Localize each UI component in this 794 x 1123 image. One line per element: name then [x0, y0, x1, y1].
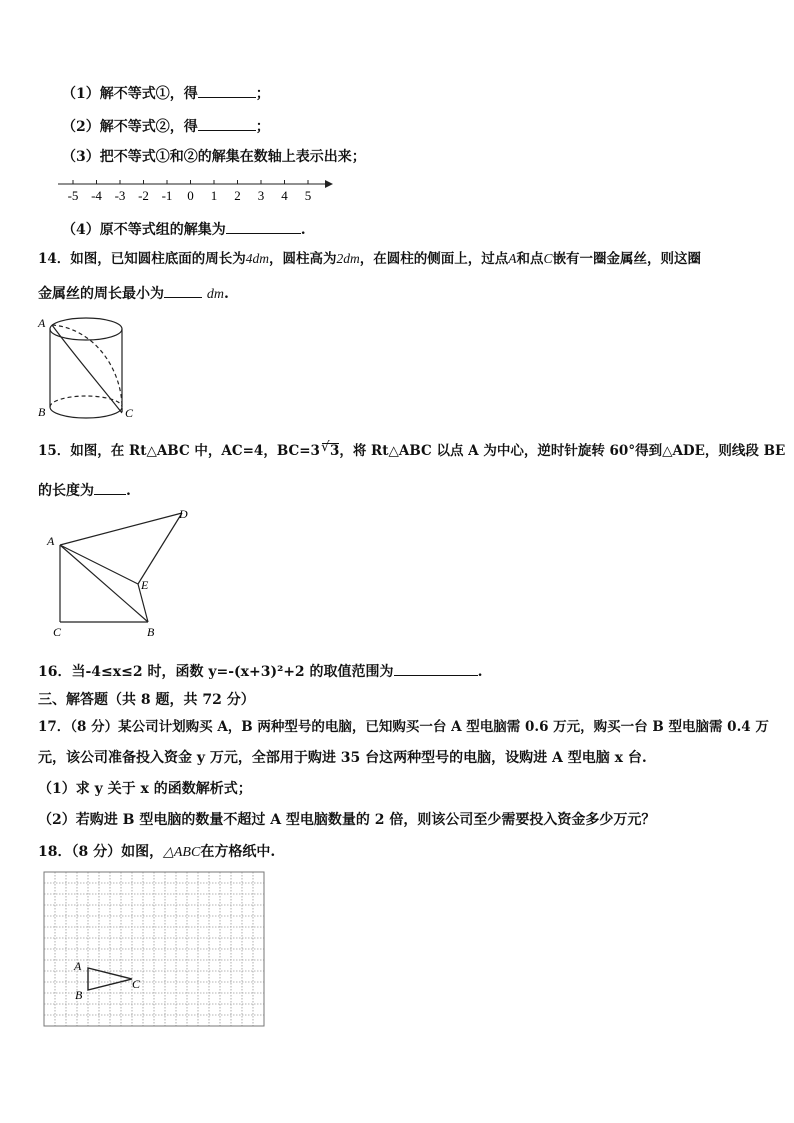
sqrt-argument: 3	[329, 443, 340, 459]
number-line-tick-label: -2	[138, 188, 149, 203]
q15-line2-text: 的长度为	[38, 483, 94, 499]
q17-line1-text: 17．（8 分）某公司计划购买 A，B 两种型号的电脑，已知购买一台 A 型电脑需 0.6 万元，购买一台 B 型电脑需 0.4 万	[38, 719, 769, 735]
q17-part1-text: （1）求 y 关于 x 的函数解析式；	[38, 781, 252, 797]
q13-step2-end: ；	[255, 119, 270, 135]
q15-end: .	[126, 483, 131, 499]
q13-step1-end: ；	[255, 86, 270, 102]
q14-text-b: ，圆柱高为	[269, 251, 337, 267]
q16-text: 16．当-4≤x≤2 时，函数 y=-(x+3)²+2 的取值范围为	[38, 664, 394, 680]
sqrt-symbol	[320, 439, 340, 459]
q17-part1	[38, 780, 252, 798]
sqrt-radical-icon: √	[320, 439, 330, 455]
q14-text-a: 14．如图，已知圆柱底面的周长为	[38, 251, 246, 267]
number-line-tick-label: 1	[210, 188, 218, 203]
q17-line1	[38, 718, 769, 736]
q13-step4-label: （4）原不等式组的解集为	[62, 222, 226, 238]
number-line-tick-label: -4	[91, 188, 102, 203]
q15-line1	[38, 439, 786, 460]
rotation-figure	[44, 505, 204, 645]
cyl-label-b: B	[38, 405, 46, 419]
segment-ae	[60, 545, 138, 584]
cylinder-figure	[34, 310, 144, 422]
grid-label-c: C	[132, 977, 141, 991]
rot-label-a: A	[47, 534, 55, 548]
q14-line1	[38, 250, 701, 268]
grid-figure	[38, 868, 273, 1033]
q15-blank[interactable]	[94, 480, 126, 495]
q13-step1-blank[interactable]	[198, 83, 256, 98]
cyl-label-c: C	[125, 406, 134, 420]
q14-end: .	[224, 286, 229, 302]
number-line-tick-label: -1	[161, 188, 173, 203]
q13-step3-text: （3）把不等式①和②的解集在数轴上表示出来；	[62, 149, 366, 165]
q14-text-c: ，在圆柱的侧面上，过点	[359, 251, 509, 267]
rot-label-c: C	[53, 625, 62, 639]
section3-heading	[38, 691, 255, 709]
q15-text-a: 15．如图，在 Rt△ABC 中，AC=4，BC=3	[38, 443, 320, 459]
q14-text-e: 嵌有一圈金属丝，则这圈	[552, 251, 702, 267]
q14-text-d: 和点	[516, 251, 544, 267]
segment-ad	[60, 513, 182, 545]
grid-label-b: B	[75, 988, 83, 1002]
q13-step2-label: （2）解不等式②，得	[62, 119, 198, 135]
q14-circumference: 4dm	[245, 251, 270, 266]
q17-part2	[38, 811, 655, 829]
q17-line2-text: 元，该公司准备投入资金 y 万元，全部用于购进 35 台这两种型号的电脑，设购进 A 型电脑 x 台.	[38, 750, 647, 766]
q18-text-b: 在方格纸中.	[200, 844, 276, 860]
q14-blank[interactable]	[164, 283, 202, 298]
q16-blank[interactable]	[394, 661, 478, 676]
segment-de	[138, 513, 182, 584]
q18-line	[38, 843, 275, 862]
cylinder-bottom-front	[50, 407, 122, 418]
q16-end: .	[477, 664, 483, 680]
grid-label-a: A	[74, 959, 82, 973]
cylinder-bottom-back	[50, 396, 122, 407]
number-line-tick-label: 5	[304, 188, 312, 203]
rot-label-e: E	[141, 578, 149, 592]
q13-step3	[62, 148, 366, 166]
number-line-tick-label: 2	[234, 188, 241, 203]
number-line-ticks	[68, 180, 312, 203]
number-line-tick-label: -3	[114, 188, 126, 203]
q17-line2	[38, 749, 647, 767]
q14-point-c: C	[543, 251, 553, 266]
number-line-tick-label: 4	[281, 188, 288, 203]
number-line-arrow	[325, 180, 333, 188]
q13-step2-blank[interactable]	[198, 116, 256, 131]
number-line-tick-label: 3	[257, 188, 265, 203]
q13-step4-end: .	[300, 222, 306, 238]
number-line-tick-label: 0	[187, 188, 194, 203]
q15-text-b: ，将 Rt△ABC 以点 A 为中心，逆时针旋转 60°得到△ADE，则线段 BE	[339, 443, 786, 459]
q14-line2	[38, 283, 229, 304]
q13-step4	[62, 219, 306, 239]
q13-step4-blank[interactable]	[226, 219, 301, 234]
cyl-label-a: A	[38, 316, 46, 330]
q17-part2-text: （2）若购进 B 型电脑的数量不超过 A 型电脑数量的 2 倍，则该公司至少需要投入资金多少万元？	[38, 812, 656, 828]
q14-unit: dm	[206, 287, 224, 302]
q14-point-a: A	[508, 251, 517, 266]
q13-step2	[62, 116, 270, 136]
q18-triangle: △ABC	[163, 845, 201, 860]
rot-label-b: B	[147, 625, 155, 639]
rot-label-d: D	[179, 507, 188, 521]
q13-step1-label: （1）解不等式①，得	[62, 86, 198, 102]
segment-ab	[60, 545, 148, 622]
number-line	[55, 175, 340, 205]
q14-line2-text: 金属丝的周长最小为	[38, 286, 164, 302]
q15-line2	[38, 480, 131, 500]
section3-title: 三、解答题（共 8 题，共 72 分）	[38, 692, 255, 708]
number-line-tick-label: -5	[67, 188, 79, 203]
grid-lines	[44, 872, 264, 1026]
q13-step1	[62, 83, 270, 103]
q18-text-a: 18．（8 分）如图，	[38, 844, 164, 860]
q16-line	[38, 661, 482, 681]
q14-height: 2dm	[336, 251, 360, 266]
